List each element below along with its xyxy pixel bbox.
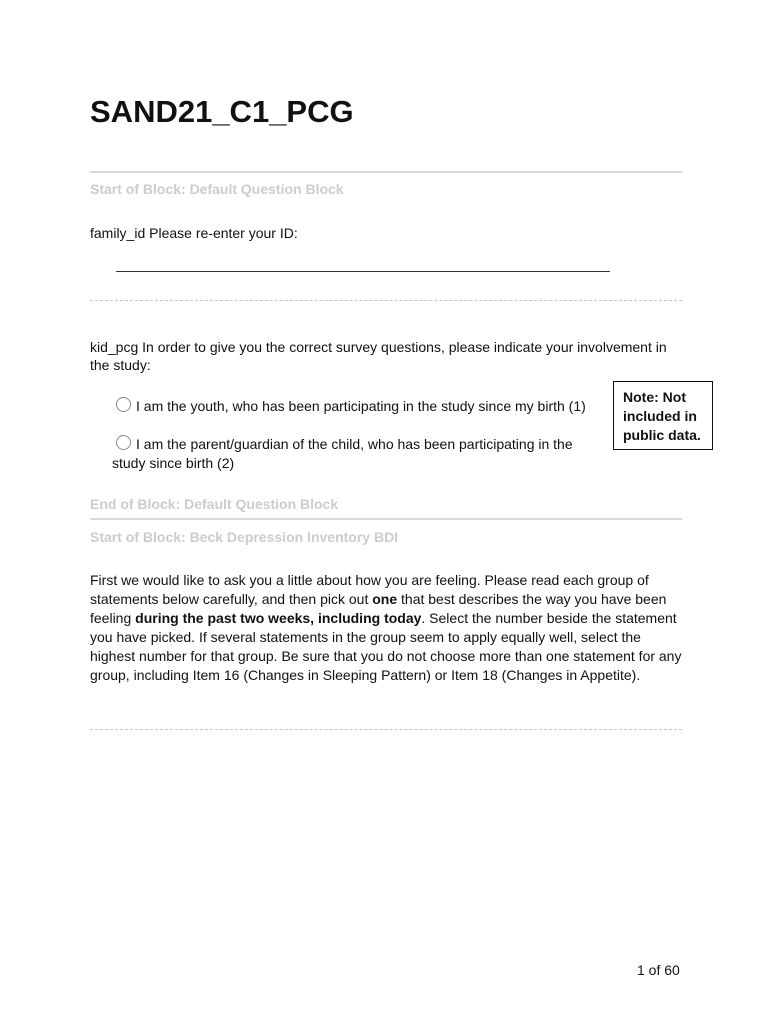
- radio-button-icon[interactable]: [116, 435, 131, 450]
- block-divider: [90, 518, 682, 520]
- question-separator: [90, 729, 682, 730]
- bdi-instructions-text: that best describes the way you have been feeling: [90, 591, 667, 626]
- bdi-instructions-emphasis: one: [372, 591, 398, 607]
- block-divider: [90, 171, 682, 173]
- family-id-question: family_id Please re-enter your ID:: [90, 225, 298, 241]
- choice-parent-label-line1: I am the parent/guardian of the child, who has been participating in the: [136, 436, 573, 452]
- choice-youth-label: I am the youth, who has been participating in the study since my birth (1): [136, 398, 586, 414]
- block-start-label: Start of Block: Default Question Block: [90, 181, 344, 197]
- public-data-note: Note: Not included in public data.: [613, 381, 713, 450]
- radio-button-icon[interactable]: [116, 397, 131, 412]
- bdi-instructions: [90, 571, 682, 685]
- kid-pcg-question: kid_pcg In order to give you the correct survey questions, please indicate your involvement in the study:: [90, 339, 667, 373]
- bdi-instructions-text: First we would like to ask you a little about how you are feeling. Please read each group of statements below carefully, and then pick out: [90, 572, 649, 607]
- question-separator: [90, 300, 682, 301]
- family-id-input[interactable]: [116, 259, 610, 272]
- choice-parent-label-line2: study since birth (2): [112, 455, 235, 471]
- choice-parent[interactable]: [116, 435, 573, 453]
- bdi-instructions-emphasis: during the past two weeks, including today: [135, 610, 422, 626]
- choice-youth[interactable]: [116, 397, 586, 415]
- block-start-label: Start of Block: Beck Depression Inventory BDI: [90, 529, 399, 545]
- survey-title: SAND21_C1_PCG: [90, 94, 354, 129]
- bdi-instructions-text: . Select the number beside the statement you have picked. If several statements in the group seem to apply equally well, select the highest number for that group. Be sure that you do not choose more than one statement for any group, including Item 16 (Changes in Sleeping Pattern) or Item 18 (Changes in Appetite).: [90, 610, 682, 683]
- block-end-label: End of Block: Default Question Block: [90, 496, 339, 512]
- page-number: 1 of 60: [637, 962, 680, 978]
